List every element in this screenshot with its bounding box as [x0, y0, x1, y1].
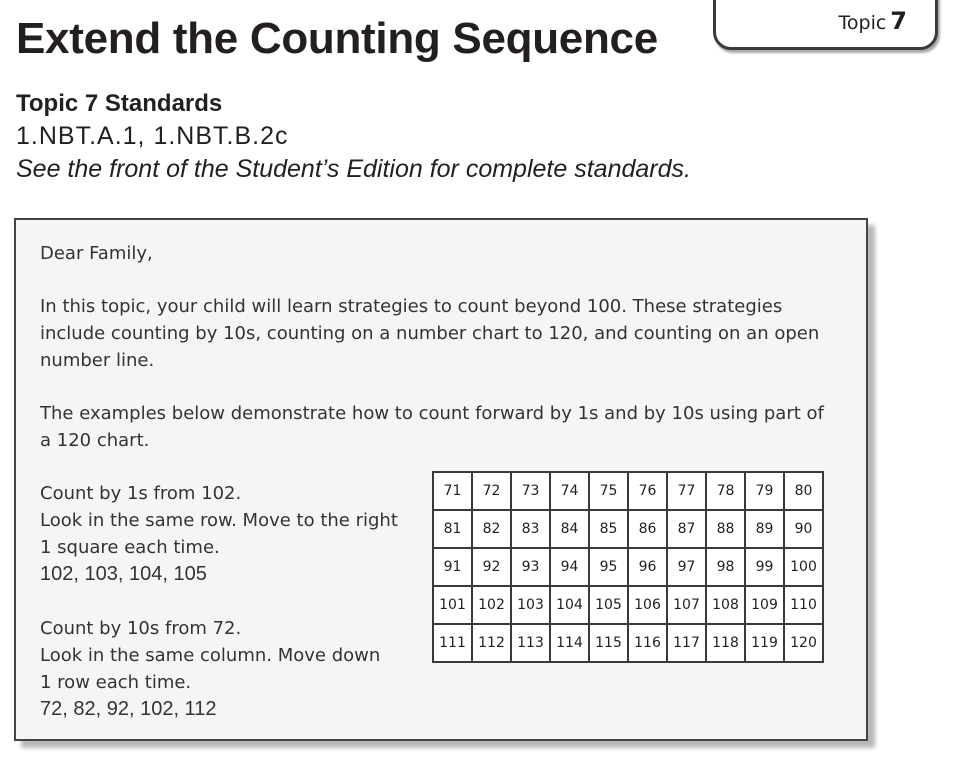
chart-cell: 72	[472, 472, 511, 510]
chart-cell: 106	[628, 586, 667, 624]
topic-tab-word: Topic	[838, 12, 887, 34]
standards-note: See the front of the Student’s Edition for complete standards.	[16, 155, 691, 183]
chart-cell: 89	[745, 510, 784, 548]
example-tens-instruction-cont: 1 row each time.	[40, 672, 192, 693]
chart-cell: 118	[706, 624, 745, 662]
chart-cell: 74	[550, 472, 589, 510]
chart-cell: 112	[472, 624, 511, 662]
chart-cell: 110	[784, 586, 823, 624]
chart-cell: 93	[511, 548, 550, 586]
chart-cell: 101	[433, 586, 472, 624]
chart-row	[433, 548, 823, 586]
chart-cell: 120	[784, 624, 823, 662]
chart-cell: 73	[511, 472, 550, 510]
chart-cell: 90	[784, 510, 823, 548]
standards-heading: Topic 7 Standards	[16, 90, 223, 117]
chart-cell: 117	[667, 624, 706, 662]
example-count-by-tens	[40, 615, 430, 723]
chart-cell: 99	[745, 548, 784, 586]
chart-cell: 83	[511, 510, 550, 548]
chart-cell: 91	[433, 548, 472, 586]
chart-row	[433, 586, 823, 624]
example-count-by-ones	[40, 480, 430, 588]
chart-cell: 76	[628, 472, 667, 510]
chart-cell: 108	[706, 586, 745, 624]
chart-cell: 77	[667, 472, 706, 510]
chart-cell: 105	[589, 586, 628, 624]
standards-codes: 1.NBT.A.1, 1.NBT.B.2c	[16, 122, 289, 150]
chart-cell: 92	[472, 548, 511, 586]
chart-cell: 96	[628, 548, 667, 586]
chart-cell: 78	[706, 472, 745, 510]
chart-cell: 119	[745, 624, 784, 662]
chart-cell: 95	[589, 548, 628, 586]
chart-row	[433, 510, 823, 548]
chart-row	[433, 472, 823, 510]
chart-row	[433, 624, 823, 662]
chart-cell: 102	[472, 586, 511, 624]
chart-cell: 109	[745, 586, 784, 624]
chart-cell: 85	[589, 510, 628, 548]
topic-tab	[713, 0, 938, 50]
chart-cell: 80	[784, 472, 823, 510]
chart-cell: 75	[589, 472, 628, 510]
number-chart-body	[433, 472, 823, 662]
number-chart	[432, 471, 824, 663]
chart-cell: 114	[550, 624, 589, 662]
example-tens-heading: Count by 10s from 72.	[40, 618, 242, 639]
chart-cell: 86	[628, 510, 667, 548]
example-ones-heading: Count by 1s from 102.	[40, 483, 242, 504]
chart-cell: 107	[667, 586, 706, 624]
chart-cell: 97	[667, 548, 706, 586]
letter-salutation: Dear Family,	[40, 243, 153, 264]
topic-tab-number: 7	[890, 7, 907, 35]
example-tens-sequence: 72, 82, 92, 102, 112	[40, 698, 217, 720]
chart-cell: 94	[550, 548, 589, 586]
chart-cell: 88	[706, 510, 745, 548]
chart-cell: 104	[550, 586, 589, 624]
chart-cell: 81	[433, 510, 472, 548]
example-tens-instruction: Look in the same column. Move down	[40, 645, 381, 666]
chart-cell: 87	[667, 510, 706, 548]
chart-cell: 103	[511, 586, 550, 624]
chart-cell: 113	[511, 624, 550, 662]
page-title: Extend the Counting Sequence	[16, 14, 658, 63]
chart-cell: 98	[706, 548, 745, 586]
chart-cell: 100	[784, 548, 823, 586]
chart-cell: 82	[472, 510, 511, 548]
chart-cell: 79	[745, 472, 784, 510]
chart-cell: 71	[433, 472, 472, 510]
letter-paragraph-strategies: In this topic, your child will learn strategies to count beyond 100. These strategies include counting by 10s, counting on a number chart to 120, and counting on an open number line.	[40, 296, 820, 371]
example-ones-sequence: 102, 103, 104, 105	[40, 563, 207, 585]
letter-paragraph-examples: The examples below demonstrate how to count forward by 1s and by 10s using part of a 120 chart.	[40, 403, 824, 451]
family-letter-box	[14, 218, 868, 741]
chart-cell: 116	[628, 624, 667, 662]
chart-cell: 111	[433, 624, 472, 662]
chart-cell: 84	[550, 510, 589, 548]
chart-cell: 115	[589, 624, 628, 662]
example-ones-instruction-cont: 1 square each time.	[40, 537, 220, 558]
topic-tab-label	[839, 7, 908, 35]
example-ones-instruction: Look in the same row. Move to the right	[40, 510, 398, 531]
